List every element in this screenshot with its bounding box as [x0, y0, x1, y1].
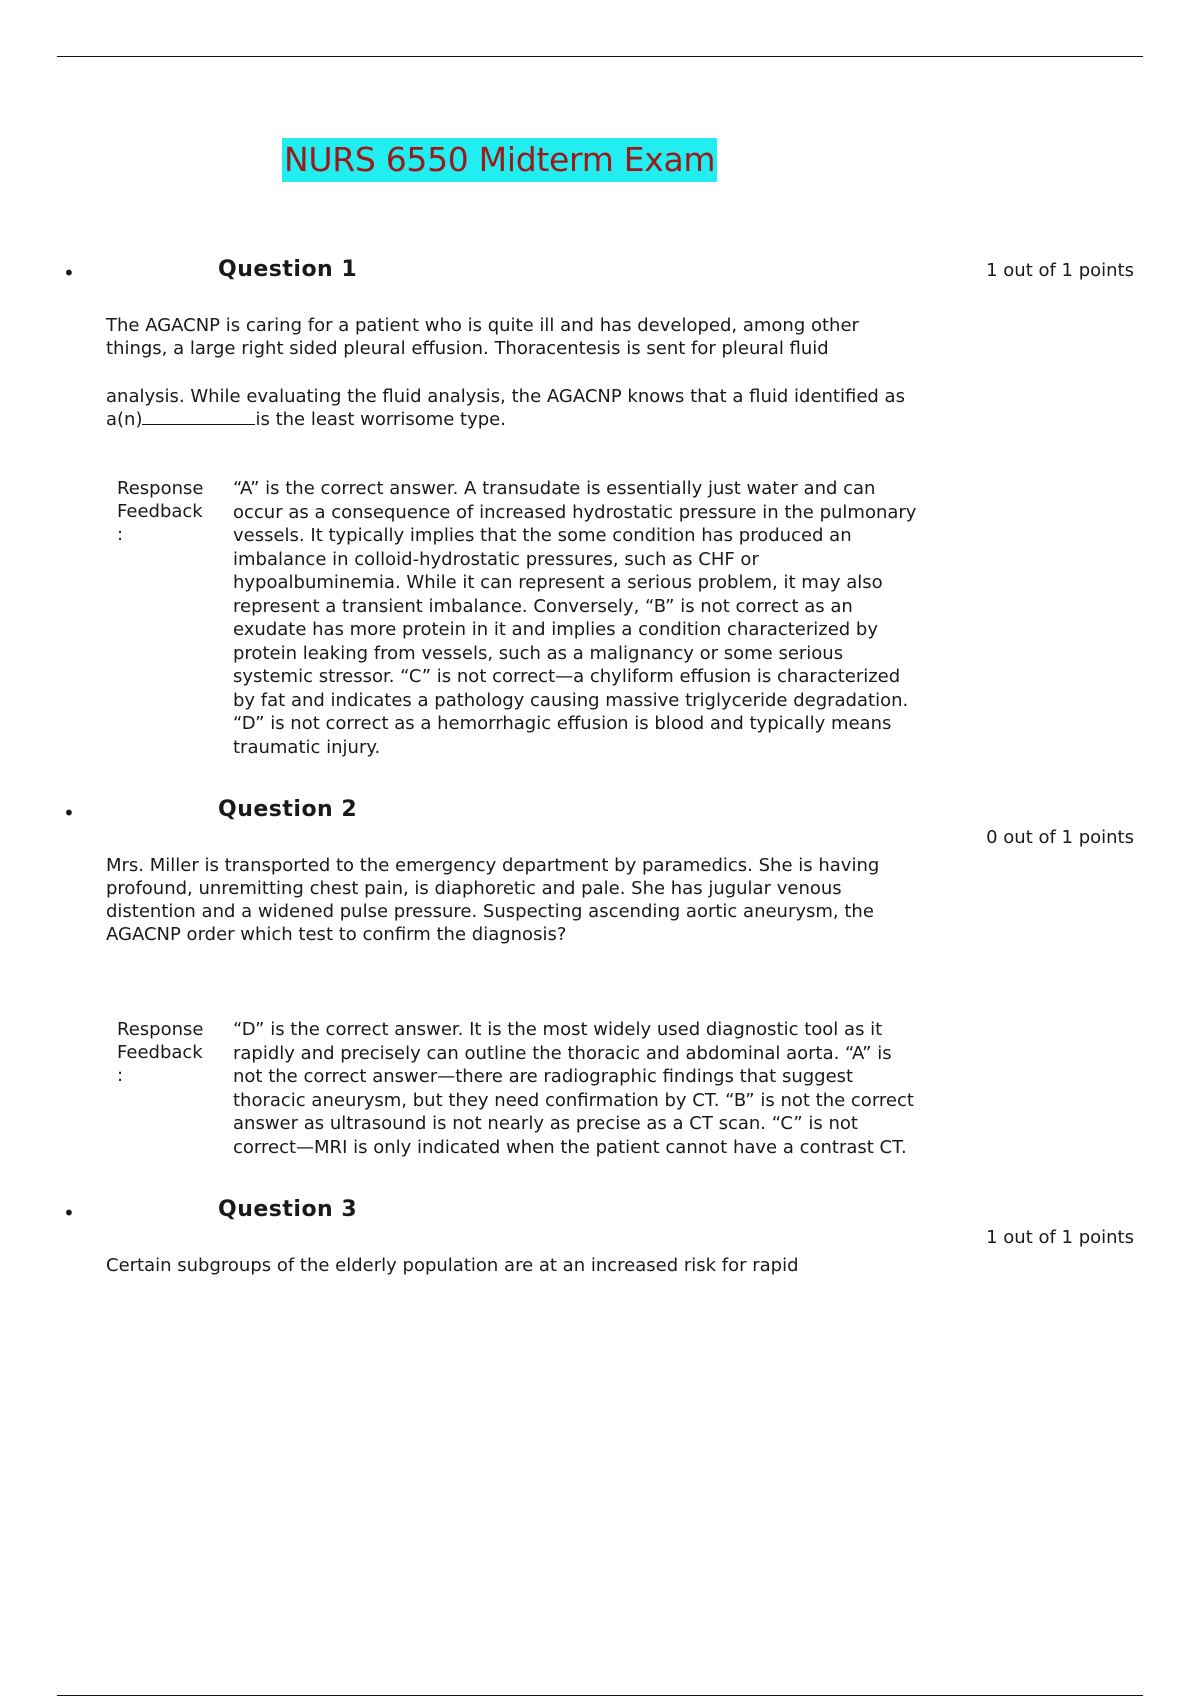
- question-1-text-part2: [106, 385, 1006, 431]
- bullet: •: [63, 261, 75, 285]
- question-1-points: 1 out of 1 points: [986, 260, 1134, 281]
- question-3-heading: Question 3: [218, 1197, 358, 1222]
- top-rule: [57, 56, 1143, 57]
- question-3-points: 1 out of 1 points: [986, 1227, 1134, 1248]
- question-1-text-b: is the least worrisome type.: [255, 409, 506, 430]
- bottom-rule: [57, 1695, 1143, 1696]
- question-1-feedback: “A” is the correct answer. A transudate is essentially just water and can occur as a consequence of increased hydrostatic pressure in the pulmonary vessels. It typically implies that the some condition has produced an imbalance in colloid-hydrostatic pressures, such as CHF or hypoalbuminemia. While it can represent a serious problem, it may also represent a transient imbalance. Conversely, “B” is not correct as an exudate has more protein in it and implies a condition characterized by protein leaking from vessels, such as a malignancy or some serious systemic stressor. “C” is not correct—a chyliform effusion is characterized by fat and indicates a pathology causing massive triglyceride degradation. “D” is not correct as a hemorrhagic effusion is blood and typically means traumatic injury.: [233, 478, 917, 758]
- bullet: •: [63, 1201, 75, 1225]
- question-2-feedback-label: Response Feedback :: [117, 1019, 204, 1086]
- question-3-text: Certain subgroups of the elderly population are at an increased risk for rapid: [106, 1255, 799, 1276]
- question-1-feedback-label: Response Feedback :: [117, 478, 204, 545]
- question-2-points: 0 out of 1 points: [986, 827, 1134, 848]
- question-2-text: Mrs. Miller is transported to the emergency department by paramedics. She is having profound, unremitting chest pain, is diaphoretic and pale. She has jugular venous distention and a widened pulse pressure. Suspecting ascending aortic aneurysm, the AGACNP order which test to confirm the diagnosis?: [106, 855, 880, 945]
- question-1-heading: Question 1: [218, 257, 358, 282]
- page-title: NURS 6550 Midterm Exam: [282, 138, 717, 182]
- answer-blank: [142, 408, 255, 425]
- question-2-heading: Question 2: [218, 797, 358, 822]
- question-1-text-part1: The AGACNP is caring for a patient who is quite ill and has developed, among other things, a large right sided pleural effusion. Thoracentesis is sent for pleural fluid: [106, 315, 859, 359]
- question-2-feedback: “D” is the correct answer. It is the most widely used diagnostic tool as it rapidly and precisely can outline the thoracic and abdominal aorta. “A” is not the correct answer—there are radiographic findings that suggest thoracic aneurysm, but they need confirmation by CT. “B” is not the correct answer as ultrasound is not nearly as precise as a CT scan. “C” is not correct—MRI is only indicated when the patient cannot have a contrast CT.: [233, 1019, 914, 1158]
- bullet: •: [63, 801, 75, 825]
- question-1-text-a: analysis. While evaluating the fluid analysis, the AGACNP knows that a fluid identified as a(n): [106, 386, 905, 430]
